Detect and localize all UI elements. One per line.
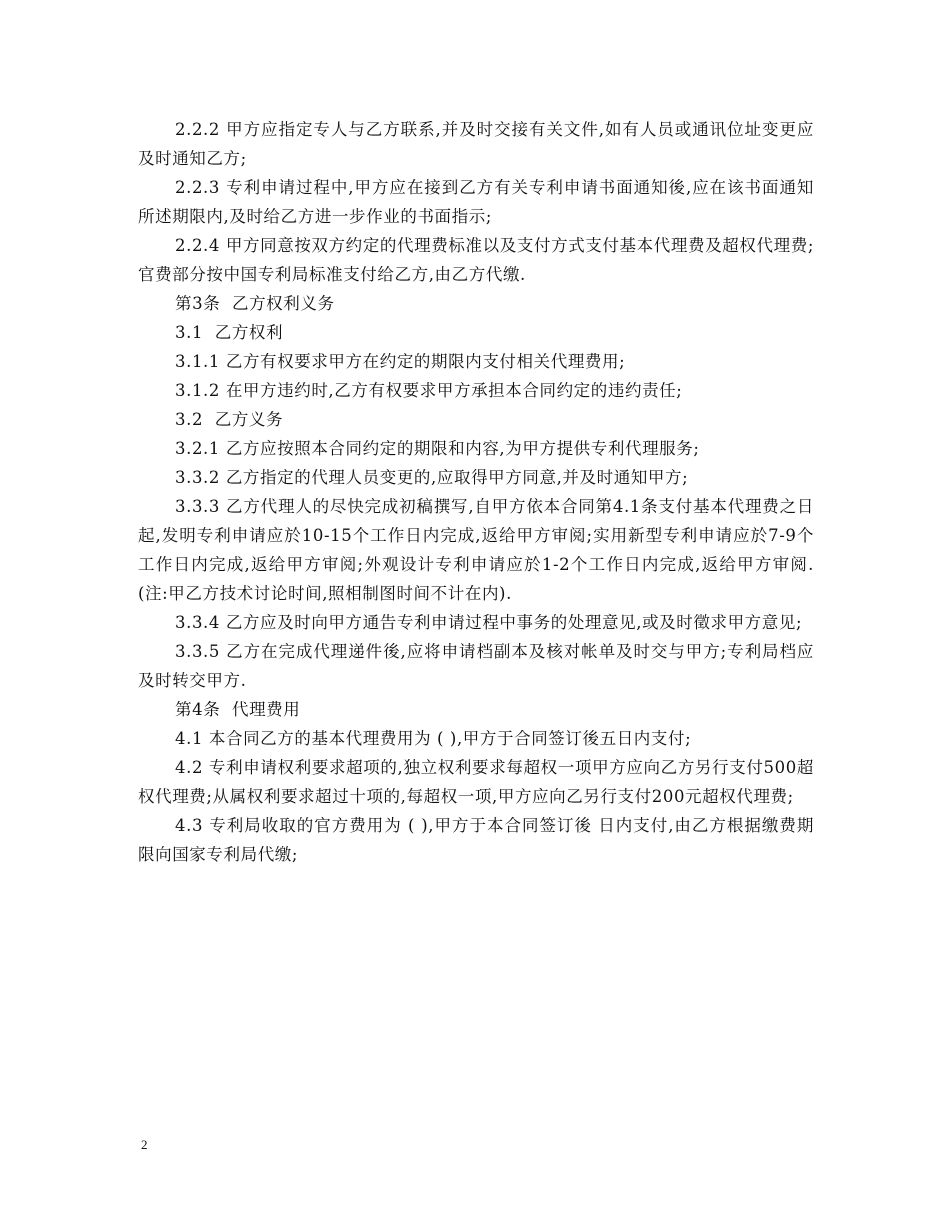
paragraph-3-2-1: 3.2.1 乙方应按照本合同约定的期限和内容,为甲方提供专利代理服务;	[175, 439, 700, 458]
paragraph-2-2-3: 2.2.3 专利申请过程中,甲方应在接到乙方有关专利申请书面通知後,应在该书面通知所述期限内,及时给乙方进一步作业的书面指示;	[138, 178, 814, 226]
paragraph-2-2-2: 2.2.2 甲方应指定专人与乙方联系,并及时交接有关文件,如有人员或通讯位址变更应及时通知乙方;	[138, 120, 814, 168]
paragraph-4-2: 4.2 专利申请权利要求超项的,独立权利要求每超权一项甲方应向乙方另行支付500超权代理费;从属权利要求超过十项的,每超权一项,甲方应向乙另行支付200元超权代理费;	[138, 758, 814, 806]
page-number: 2	[141, 1137, 148, 1152]
paragraph-3-1-1: 3.1.1 乙方有权要求甲方在约定的期限内支付相关代理费用;	[175, 352, 626, 371]
section-3-1-heading: 3.1 乙方权利	[175, 323, 284, 342]
article-4-heading: 第4条 代理费用	[175, 700, 301, 719]
paragraph-3-3-3: 3.3.3 乙方代理人的尽快完成初稿撰写,自甲方依本合同第4.1条支付基本代理费之日起,发明专利申请应於10-15个工作日内完成,返给甲方审阅;实用新型专利申请应於7-9个工作日内完成,返给甲方审阅;外观设计专利申请应於1-2个工作日内完成,返给甲方审阅.(注:甲乙方技术讨论时间,照相制图时间不计在内).	[138, 497, 814, 603]
section-3-2-heading: 3.2 乙方义务	[175, 410, 284, 429]
paragraph-3-3-2: 3.3.2 乙方指定的代理人员变更的,应取得甲方同意,并及时通知甲方;	[175, 468, 689, 487]
paragraph-2-2-4: 2.2.4 甲方同意按双方约定的代理费标准以及支付方式支付基本代理费及超权代理费;官费部分按中国专利局标准支付给乙方,由乙方代缴.	[138, 236, 814, 284]
document-body	[138, 115, 814, 869]
article-3-heading: 第3条 乙方权利义务	[175, 294, 335, 313]
paragraph-3-3-5: 3.3.5 乙方在完成代理递件後,应将申请档副本及核对帐单及时交与甲方;专利局档应及时转交甲方.	[138, 642, 814, 690]
paragraph-3-3-4: 3.3.4 乙方应及时向甲方通告专利申请过程中事务的处理意见,或及时徵求甲方意见;	[175, 613, 803, 632]
paragraph-4-1: 4.1 本合同乙方的基本代理费用为 ( ),甲方于合同签订後五日内支付;	[175, 729, 692, 748]
paragraph-4-3: 4.3 专利局收取的官方费用为 ( ),甲方于本合同签订後 日内支付,由乙方根据缴费期限向国家专利局代缴;	[138, 816, 814, 864]
paragraph-3-1-2: 3.1.2 在甲方违约时,乙方有权要求甲方承担本合同约定的违约责任;	[175, 381, 683, 400]
